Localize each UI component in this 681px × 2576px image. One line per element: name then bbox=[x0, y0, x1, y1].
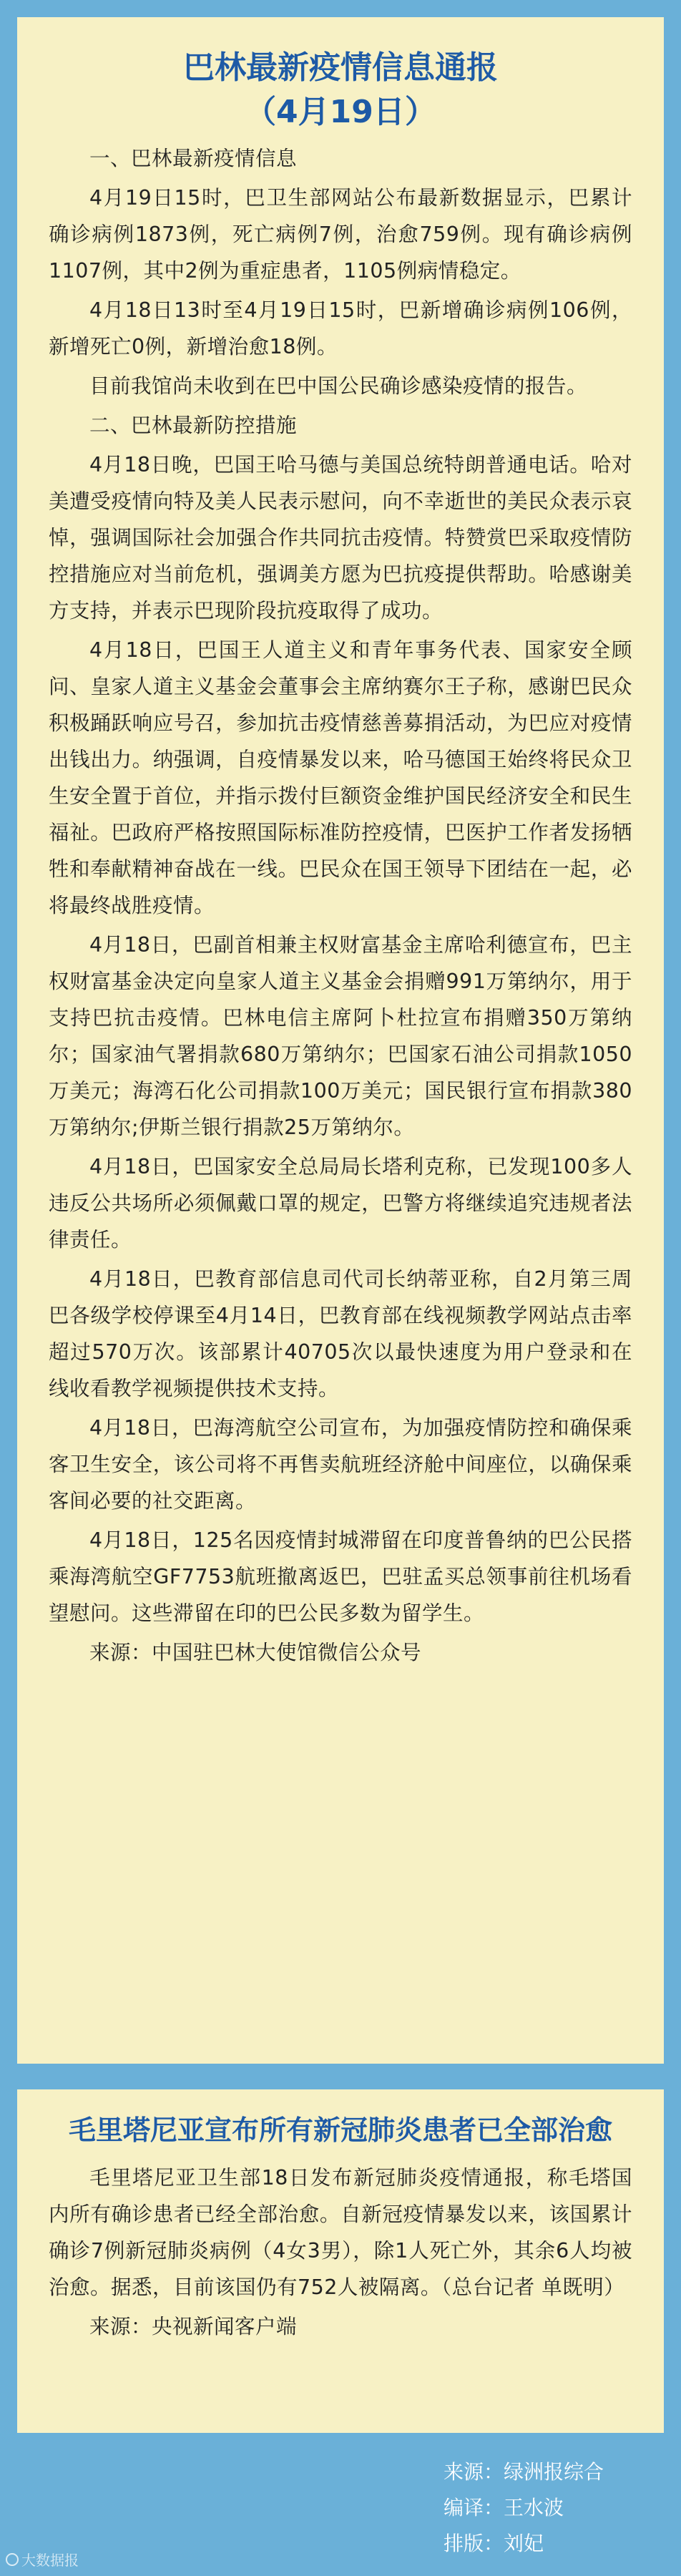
credit-source: 来源：绿洲报综合 bbox=[444, 2460, 604, 2484]
watermark bbox=[6, 2549, 79, 2570]
credits bbox=[444, 2454, 604, 2562]
credit-layout: 排版：刘妃 bbox=[444, 2532, 544, 2555]
article-source: 来源：中国驻巴林大使馆微信公众号 bbox=[89, 1641, 422, 1664]
watermark-text: 大数据报 bbox=[21, 2552, 79, 2569]
paragraph: 毛里塔尼亚卫生部18日发布新冠肺炎疫情通报，称毛塔国内所有确诊患者已经全部治愈。自新冠疫情暴发以来，该国累计确诊7例新冠肺炎病例（4女3男），除1人死亡外，其余6人均被治愈。据悉，目前该国仍有752人被隔离。（总台记者 单既明） bbox=[49, 2166, 632, 2299]
section-heading-2: 二、巴林最新防控措施 bbox=[89, 414, 298, 437]
paragraph: 4月18日，125名因疫情封城滞留在印度普鲁纳的巴公民搭乘海湾航空GF7753航班撤离返巴，巴驻孟买总领事前往机场看望慰问。这些滞留在印的巴公民多数为留学生。 bbox=[49, 1528, 632, 1625]
article-source: 来源：央视新闻客户端 bbox=[89, 2315, 298, 2338]
watermark-logo-icon bbox=[6, 2553, 19, 2566]
paragraph: 4月18日，巴副首相兼主权财富基金主席哈利德宣布，巴主权财富基金决定向皇家人道主义基金会捐赠991万第纳尔，用于支持巴抗击疫情。巴林电信主席阿卜杜拉宣布捐赠350万第纳尔；国家油气署捐款680万第纳尔；巴国家石油公司捐款1050万美元；海湾石化公司捐款100万美元；国民银行宣布捐款380万第纳尔;伊斯兰银行捐款25万第纳尔。 bbox=[49, 933, 632, 1139]
article-title: 巴林最新疫情信息通报 bbox=[183, 49, 498, 86]
paragraph: 4月18日，巴海湾航空公司宣布，为加强疫情防控和确保乘客卫生安全，该公司将不再售卖航班经济舱中间座位，以确保乘客间必要的社交距离。 bbox=[49, 1416, 632, 1513]
section-heading-1: 一、巴林最新疫情信息 bbox=[89, 147, 298, 170]
article-date: （4月19日） bbox=[245, 94, 436, 130]
paragraph: 4月18日，巴国家安全总局局长塔利克称，已发现100多人违反公共场所必须佩戴口罩的规定，巴警方将继续追究违规者法律责任。 bbox=[49, 1155, 632, 1252]
paragraph: 4月18日13时至4月19日15时，巴新增确诊病例106例，新增死亡0例，新增治愈18例。 bbox=[49, 298, 632, 358]
paragraph: 目前我馆尚未收到在巴中国公民确诊感染疫情的报告。 bbox=[89, 374, 588, 398]
article-panel-mauritania bbox=[17, 2089, 664, 2433]
article-title: 毛里塔尼亚宣布所有新冠肺炎患者已全部治愈 bbox=[68, 2114, 612, 2146]
paragraph: 4月18日，巴国王人道主义和青年事务代表、国家安全顾问、皇家人道主义基金会董事会主席纳赛尔王子称，感谢巴民众积极踊跃响应号召，参加抗击疫情慈善募捐活动，为巴应对疫情出钱出力。纳强调，自疫情暴发以来，哈马德国王始终将民众卫生安全置于首位，并指示拨付巨额资金维护国民经济安全和民生福祉。巴政府严格按照国际标准防控疫情，巴医护工作者发扬牺牲和奉献精神奋战在一线。巴民众在国王领导下团结在一起，必将最终战胜疫情。 bbox=[49, 638, 632, 917]
paragraph: 4月19日15时，巴卫生部网站公布最新数据显示，巴累计确诊病例1873例，死亡病例7例，治愈759例。现有确诊病例1107例，其中2例为重症患者，1105例病情稳定。 bbox=[49, 186, 632, 283]
paragraph: 4月18日，巴教育部信息司代司长纳蒂亚称，自2月第三周巴各级学校停课至4月14日，巴教育部在线视频教学网站点击率超过570万次。该部累计40705次以最快速度为用户登录和在线收看教学视频提供技术支持。 bbox=[49, 1267, 632, 1400]
credit-editor: 编译：王水波 bbox=[444, 2496, 564, 2519]
paragraph: 4月18日晚，巴国王哈马德与美国总统特朗普通电话。哈对美遭受疫情向特及美人民表示慰问，向不幸逝世的美民众表示哀悼，强调国际社会加强合作共同抗击疫情。特赞赏巴采取疫情防控措施应对当前危机，强调美方愿为巴抗疫提供帮助。哈感谢美方支持，并表示巴现阶段抗疫取得了成功。 bbox=[49, 453, 632, 623]
article-panel-bahrain bbox=[17, 17, 664, 2064]
